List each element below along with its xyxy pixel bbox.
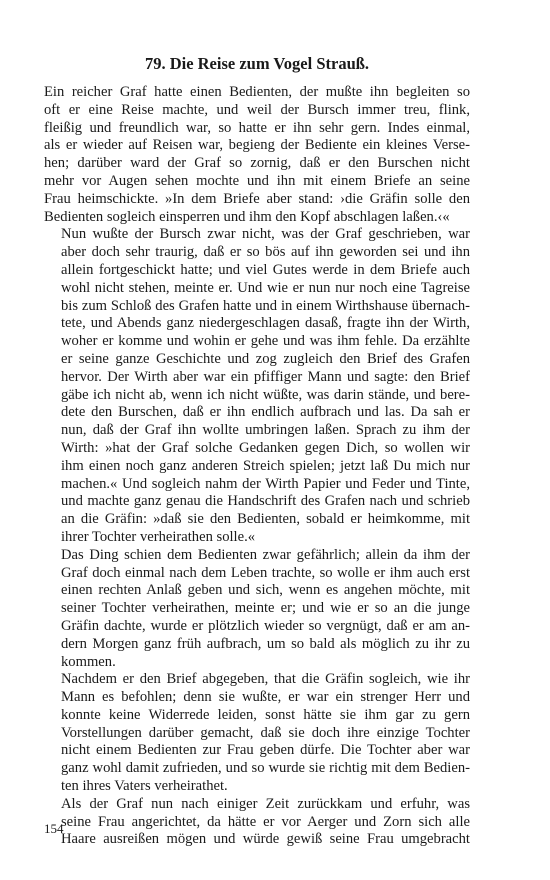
text-line: dete den Burschen, daß er ihn endlich aufbrach und las. Da sah er <box>61 404 470 421</box>
text-line: Vorstellungen darüber gemacht, daß sie doch ihre einzige Tochter <box>61 724 470 741</box>
text-line: Wirth: »hat der Graf solche Gedanken gegen Dich, so wollen wir <box>61 439 470 456</box>
text-line: er seine ganze Geschichte und zog zugleich den Brief des Grafen <box>61 350 470 367</box>
text-line: Graf doch einmal nach dem Leben trachte, so wolle er ihm auch erst <box>61 564 470 581</box>
text-line: einen rechten Anlaß geben und sich, wenn es angehen möchte, mit <box>61 582 470 599</box>
text-line: Als der Graf nun nach einiger Zeit zurückkam und erfuhr, was <box>61 795 470 812</box>
text-line: ganz wohl damit zufrieden, und so wurde sie richtig mit dem Bedien- <box>61 760 470 777</box>
text-line: ten ihres Vaters verheirathet. <box>61 778 228 795</box>
paragraph <box>44 671 470 796</box>
text-line: gäbe ich nicht ab, wenn ich nicht wüßte, was darin stände, und bere- <box>61 386 470 403</box>
text-line: Haare ausreißen mögen und würde gewiß seine Frau umgebracht <box>61 831 470 848</box>
text-line: Bedienten sogleich einsperren und ihm den Kopf abschlagen laßen.‹« <box>44 208 450 225</box>
text-line: an die Gräfin: »daß sie den Bedienten, sobald er heimkomme, mit <box>61 511 470 528</box>
paragraph <box>44 796 470 849</box>
text-line: oft er eine Reise machte, und weil der Bursch immer treu, flink, <box>44 101 470 118</box>
text-line: seiner Tochter verheirathen, meinte er; und wie er so an die junge <box>61 600 470 617</box>
text-line: als er wieder auf Reisen war, begieng der Bediente ein kleines Verse- <box>44 137 470 154</box>
text-line: nun, daß der Graf ihn wollte umbringen laßen. Sprach zu ihm der <box>61 422 470 439</box>
page-title: 79. Die Reise zum Vogel Strauß. <box>144 54 370 73</box>
text-line: Frau heimschickte. »In dem Briefe aber stand: ›die Gräfin solle den <box>44 190 470 207</box>
text-line: Nachdem er den Brief abgegeben, that die Gräfin sogleich, wie ihr <box>61 671 470 688</box>
page-number: 154 <box>44 821 64 836</box>
paragraph <box>44 547 470 672</box>
text-line: Das Ding schien dem Bedienten zwar gefährlich; allein da ihm der <box>61 546 470 563</box>
text-line: ihm einen noch ganz anderen Streich spielen; jetzt laß Du mich nur <box>61 457 470 474</box>
text-line: aber doch sehr traurig, daß er so bös auf ihn geworden sei und ihn <box>61 244 470 261</box>
text-line: allein fortgeschickt hatte; und viel Gutes werde in dem Briefe auch <box>61 261 470 278</box>
text-line: machen.« Und sogleich nahm der Wirth Papier und Feder und Tinte, <box>61 475 470 492</box>
text-line: ihrer Tochter verheirathen solle.« <box>61 528 256 545</box>
page-body <box>44 52 470 849</box>
text-line: Ein reicher Graf hatte einen Bedienten, der mußte ihn begleiten so <box>44 84 470 100</box>
paragraph <box>44 84 470 226</box>
text-line: seine Frau angerichtet, da hätte er vor Aerger und Zorn sich alle <box>61 813 470 830</box>
text-line: kommen. <box>61 653 116 670</box>
text-line: tete, und Abends ganz niedergeschlagen dasaß, fragte ihn der Wirth, <box>61 315 470 332</box>
text-line: Mann es befohlen; denn sie wußte, er war ein strenger Herr und <box>61 689 470 706</box>
text-line: woher er komme und wohin er gehe und was ihm fehle. Da erzählte <box>61 333 470 350</box>
text-line: dern Morgen ganz früh aufbrach, um so bald als möglich zu ihr zu <box>61 635 470 652</box>
text-line: nicht einem Bedienten zur Frau geben dürfe. Die Tochter aber war <box>61 742 470 759</box>
text-line: bis zum Schloß des Grafen hatte und in einem Wirthshause übernach- <box>61 297 470 314</box>
text-body <box>44 84 470 849</box>
text-line: konnte keine Widerrede leiden, sonst hätte sie ihm gar zu gern <box>61 706 470 723</box>
text-line: mehr vor Augen sehen mochte und ihn mit einem Briefe an seine <box>44 172 470 189</box>
text-line: Nun wußte der Bursch zwar nicht, was der Graf geschrieben, war <box>61 226 470 243</box>
text-line: und machte ganz genau die Handschrift des Grafen nach und schrieb <box>61 493 470 510</box>
text-line: hen; darüber ward der Graf so zornig, daß er den Burschen nicht <box>44 155 470 172</box>
text-line: wohl nicht stehen, meinte er. Und wie er nun nur noch eine Tagreise <box>61 279 470 296</box>
paragraph <box>44 226 470 546</box>
text-line: fleißig und freundlich war, so hatte er ihn sehr gern. Indes einmal, <box>44 119 470 136</box>
text-line: Gräfin dachte, wurde er plötzlich wieder so vergnügt, daß er am an- <box>61 617 470 634</box>
text-line: hervor. Der Wirth aber war ein pfiffiger Mann und sagte: den Brief <box>61 368 470 385</box>
